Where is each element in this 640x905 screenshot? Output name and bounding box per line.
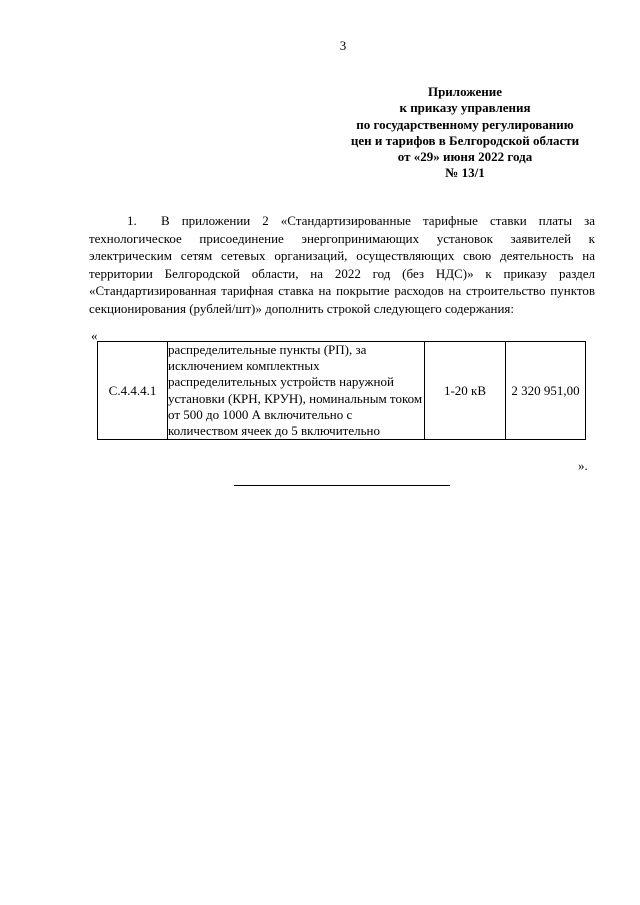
appendix-order-number: № 13/1	[445, 165, 485, 181]
page-number: 3	[339, 38, 347, 53]
appendix-header	[320, 84, 610, 182]
appendix-authority-region: цен и тарифов в Белгородской области	[350, 132, 580, 148]
appendix-order-ref: к приказу управления	[399, 100, 531, 116]
appendix-authority: по государственному регулированию	[356, 116, 574, 132]
closing-quote: ».	[578, 458, 588, 473]
price-cell: 2 320 951,00	[506, 342, 586, 440]
rate-code-cell: С.4.4.4.1	[98, 342, 168, 440]
paragraph-1	[89, 212, 595, 318]
tariff-table	[97, 341, 586, 440]
appendix-title: Приложение	[427, 84, 503, 99]
voltage-cell: 1-20 кВ	[425, 342, 506, 440]
paragraph-text: В приложении 2 «Стандартизированные тарифные ставки платы за технологическое присоединение энергопринимающих установок заявителей к электрическим сетям сетевых организаций, осуществляющих свою деятельность на территории Белгородской области, на 2022 год (без НДС)» к приказу раздел «Стандартизированная тарифная ставка на покрытие расходов на строительство пунктов секционирования (рублей/шт)» дополнить строкой следующего содержания:	[89, 213, 595, 316]
opening-quote: «	[91, 328, 98, 343]
description-cell: распределительные пункты (РП), за исключением комплектных распределительных устройств наружной установки (КРН, КРУН), номинальным током от 500 до 1000 А включительно с количеством ячеек до 5 включительно	[168, 342, 425, 440]
table-row	[98, 342, 586, 440]
appendix-date: от «29» июня 2022 года	[397, 149, 533, 165]
separator-line	[234, 485, 450, 486]
paragraph-number: 1.	[127, 213, 137, 228]
